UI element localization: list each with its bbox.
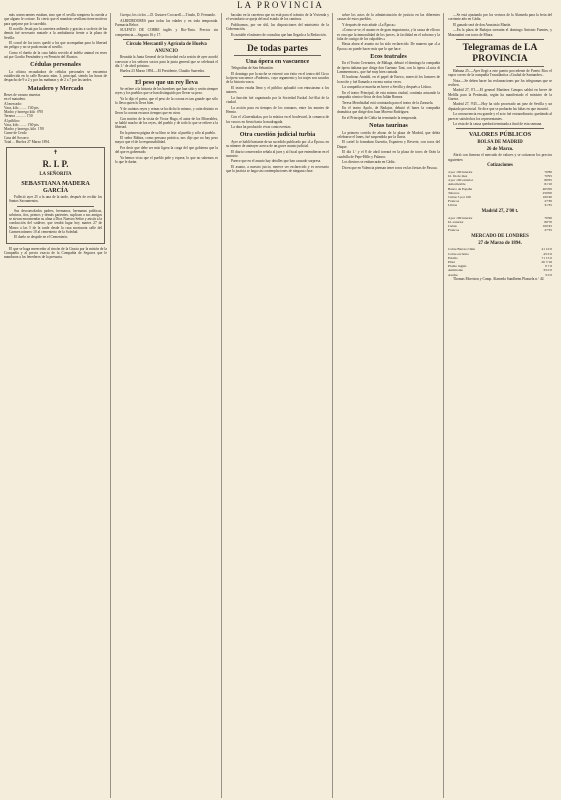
paragraph: Ya hemos visto que el pueblo pide y espera; lo que no sabemos es lo que le darán. [115, 155, 218, 164]
table-cell-value: 70'95 [544, 174, 552, 179]
paragraph: La compañía se marcha en breve a Sevilla y después a Lisboa. [342, 85, 432, 90]
obituary-sub: LA SEÑORITA [39, 172, 72, 178]
paragraph: Falleció ayer 25 a la una de la tarde, después de recibir los Santos Sacramentos. [9, 195, 102, 204]
column-5 [448, 13, 555, 798]
table-cell-label: Estaño [448, 255, 458, 260]
paragraph: Telegrafían de San Sebastián: [231, 66, 274, 71]
paragraph: Se refiere a la historia de los hombres que han sido y serán siempre reyes y los pueblos que se han distinguido por llevar su peso. [115, 87, 218, 96]
paragraph: Hasta ahora el asunto no ha sido esclarecido. De manera que «La Época» no puede hacer más que lo que hace. [337, 42, 440, 51]
table-cell-label: Antimonio [448, 268, 464, 273]
table-row [448, 203, 552, 207]
paragraph: Madrid 27, 9'45.—Hoy ha sido procesado un juez de Sevilla y un diputado provincial. Se dice que se probarán las faltas en que incurrió. [448, 102, 552, 111]
table-cell-value: 27'35 [544, 228, 552, 233]
table-cell-value: 27'30 [544, 199, 552, 204]
masthead-title: LA PROVINCIA [237, 0, 324, 10]
paragraph: Sus desconsolados padres, hermanos, hermanas políticas, sobrinos, tíos, primos y demás parientes, suplican a sus amigos se sirvan encomendar su alma a Dios Nuestro Señor y asistir a la conducción del cadáver, que tendrá lugar hoy martes 27 de Marzo a las 5 de la tarde desde la casa mortuoria calle del Carmen número 10 al cementerio de la Soledad. [9, 208, 103, 234]
divider [17, 206, 94, 207]
paragraph: ALREDEDORES para todas las edades y en toda temporada. Farmacia Rebor. [115, 18, 218, 27]
masthead [0, 0, 561, 10]
table-cell-value: 31'35 [544, 203, 552, 208]
heading-ecos: Ecos teatrales [370, 52, 407, 60]
heading-mercado: MERCADO DE LONDRES [471, 233, 529, 239]
table-cell-label: Id. fin de mes [448, 174, 468, 179]
column-3 [226, 13, 333, 798]
table-cell-value: 33 0 0 [543, 268, 552, 273]
table-cell-value: 100'45 [542, 224, 552, 229]
paragraph: El novillo Jesuit por la carretera ardiendo y gracias a su decir de las demás fué necesario matarle a la ambulancia frente a la plaza de Sevilla. [4, 27, 107, 40]
paragraph: Parece que en el asunto hay detalles que han causado sorpresa. [231, 159, 322, 164]
paragraph: En el Principal de Cádiz ha terminado la temporada. [342, 115, 418, 120]
paragraph: Madrid 27, 8'1.—El general Martínez Campos saldrá en breve de Melilla para la Península, según ha manifestado el ministro de la Guerra. [448, 88, 552, 101]
table-cell-label: Cubas 5 por 100 [448, 195, 472, 200]
table-cell-value: 71 15 0 [541, 255, 552, 260]
divider [234, 39, 321, 40]
table-cell-value: 80'65 [544, 178, 552, 183]
paragraph: más consecuentes estaban, sino que el sevilla rompiera la cuerda a que alguno le cortase. Es cierto que el mandato sevillano tiene motivos para quejarse por lo sucedido. [4, 13, 107, 26]
footer-note: Thomas Morrison y Comp. Alameda Sundheim Plazuela n.º 44 [453, 276, 544, 281]
heading-opera: Una ópera en vascuence [245, 57, 310, 65]
paragraph: Y de cuántos reyes y reinas se ha dicho lo mismo, y cuán distinto es llevar la corona en unos tiempos que en otros. [115, 106, 218, 115]
paragraph: El diario conservador señala al juez y al fiscal que entendieron en el sumario. [226, 149, 329, 158]
bolsa-table-2 [448, 216, 552, 233]
paragraph: La oficina recaudadora de cédulas personales se encuentra establecida en la calle Rosario núm. 3, principal, siendo las horas de despacho de 9 a 2 y por las mañanas y de 2 a 7 por las tardes. [4, 69, 107, 83]
heading-todas-partes: De todas partes [247, 42, 308, 53]
paragraph: Y después de esto añade «La Época»: [342, 22, 397, 27]
heading-anuncio: ANUNCIO [155, 48, 178, 54]
heading-bolsa-2: Madrid 27, 2'00 t. [481, 209, 519, 215]
paragraph: Con motivo de la visita de Victor Hugo, el autor de los Miserables, se habló mucho de los reyes, del pueblo y de todo lo que se refiere a la libertad. [115, 116, 218, 130]
divider [456, 39, 544, 40]
divider [234, 55, 321, 56]
paragraph: Huelva 23 Marzo 1894.—El Presidente, Claudio Saavedra. [120, 69, 205, 74]
column-4 [337, 13, 444, 798]
table-cell-value: 26 7/16 [541, 260, 552, 265]
paragraph: Dicen que en Valencia piensan tener toros en las fiestas de Pascua. [342, 165, 438, 170]
table-cell-value: 70'80 [544, 169, 552, 174]
table-cell-label: Francos [448, 228, 460, 233]
table-cell-value: 81'10 [544, 182, 552, 187]
paragraph: La vista de la causa quedará terminada a final de esta semana. [453, 122, 543, 127]
table-cell-value: 405'00 [542, 186, 552, 191]
paragraph: Ayer se habló bastante de un sucedido publicado por «La Época» en su número de anteayer acerca de un grave asunto judicial. [226, 139, 329, 149]
paragraph: Nota.—Se deben hacer las reclamaciones por los telegramas que se reciben. [448, 78, 552, 87]
heading-circulo: Círculo Mercantil y Agrícola de Huelva [126, 41, 207, 47]
paragraph: —En la plaza de Badajoz torearán el domingo Antonio Fuentes, y Mazzantini con toros de Miura. [448, 28, 552, 37]
paragraph: «Como se ve, el asunto es de gran importancia, y la causa de ello no es otra que la inmoralidad de los jueces, la facilidad en el soborno y la falta de castigo de los culpables.» [337, 28, 440, 41]
heading-matadero: Matadero y Mercado [27, 84, 84, 92]
paragraph: El ganado será de don Anastasio Martín. [453, 22, 512, 27]
paragraph: La primera corrida de abono de la plaza de Madrid, que debía celebrarse el lunes, fué suspendida por la lluvia. [337, 130, 440, 139]
table-cell-label: Francos [448, 199, 460, 204]
paragraph: Teresa Mendizábal está contratada para el teatro de la Zarzuela. [342, 100, 434, 105]
table-cell-label: 4 por 100 interior [448, 215, 473, 220]
paragraph: El señor Rúbira, como persona práctica, nos dijo que no hay peso mayor que el de la responsabilidad. [115, 136, 218, 145]
column-1 [4, 13, 111, 798]
paragraph: El corral de los toros quedó a los que acompañan para la libertad sin peligro y no se pudo matar al novillo. [4, 41, 107, 50]
column-2 [115, 13, 222, 798]
table-cell-label: Plata [448, 260, 455, 265]
table-cell-label: Tabacos [448, 190, 460, 195]
table-cell-value: 9 7 6 [545, 264, 552, 269]
heading-telegramas: Telegramas de LA PROVINCIA [462, 41, 538, 64]
paragraph: En el teatro Apolo, de Badajoz, debutó el lunes la compañía dramática que dirige don Juan Moreno Rodríguez. [337, 106, 440, 115]
paragraph: La concurrencia era grande y el acto fué extraordinario, quedando al parecer satisfechos los representantes. [448, 112, 552, 121]
table-cell-label: 4 por 100 exterior [448, 178, 474, 183]
table-cell-value: 100'40 [542, 195, 552, 200]
table-cell-value: 3 0 0 [545, 272, 552, 277]
divider [456, 66, 544, 67]
columns [4, 13, 557, 798]
paragraph: bacalao en la carretera que no está para el tránsito de la Vivienda y el vecindario se queja del mal estado de los caminos. [226, 13, 329, 22]
paragraph: —Se está ajustando por los vecinos de la Alameda para la feria del corriente año en Cádiz. [448, 13, 552, 22]
paragraph: El que se haga merecedor al rincón de la Gracia por la misión de la Compañía y al precio exacto de la Compañía de Seguros que le mandaron a los herederos de la presunta. [4, 246, 107, 260]
table-cell-label: Cobre en bruto [448, 251, 469, 256]
table-cell-label: Amortizable [448, 182, 466, 187]
paragraph: El domingo por la noche se estrenó con éxito en el teatro del Circo la ópera vascuence «Pudente», cuyo argumento y los trajes son sacados de la historia vasca. [226, 71, 329, 85]
table-cell-label: Azufre [448, 272, 458, 277]
table-row [448, 228, 552, 232]
table-cell-value: 41 10 0 [541, 247, 552, 252]
paragraph: Publicamos, por ser útil, las disposiciones del ministerio de la Gobernación. [226, 22, 329, 32]
table-cell-label: Cobre Barras Chile [448, 247, 476, 252]
paragraph: Ya lo dijo el poeta, que el peso de la corona es tan grande que sólo lo lleva quien lo lleva bien. [115, 96, 218, 106]
paragraph: El duelo se despide en el Cementerio. [14, 235, 69, 240]
bolsa-date: 26 de Marzo. [486, 146, 514, 152]
heading-bolsa: BOLSA DE MADRID [477, 139, 523, 145]
paragraph: La función fué organizada por la Sociedad Euskal Jai-Alai de la ciudad. [226, 95, 329, 104]
divider [456, 128, 544, 129]
paragraph: Es notable el número de consultas que han llegado a la Redacción. [231, 32, 327, 37]
paragraph: En la primera página de su libro se leía: al pueblo y sólo al pueblo. [120, 130, 216, 135]
paragraph: Abrió con firmeza el mercado de valores y se cotizaron los precios siguientes: [448, 153, 552, 162]
obituary-name: SEBASTIANA MADERA GARCÍA [21, 179, 90, 194]
paragraph: Cuerpo, los ciclos —D. Gustave Coccarell.—Tirado, D. Fernando. [120, 13, 216, 17]
table-cell-label: Cubas [448, 224, 457, 229]
paragraph: El día 1.º y el 8 de abril toreará en la plaza de toros de Orán la cuadrilla de Pepe-Hillo y Palanco. [337, 150, 440, 159]
paragraph: La acción pasa en tiempos de los romanos, entre los montes de Hernio. [226, 105, 329, 114]
cross-icon: ✝ [52, 150, 59, 157]
bolsa-table [448, 170, 552, 208]
heading-cuestion: Otra cuestión judicial turbia [239, 131, 316, 139]
table-cell-label: Plomo inglés [448, 264, 467, 269]
table-cell-label: Banco de España [448, 186, 473, 191]
mercado-table [448, 247, 552, 276]
paragraph: sobre los actos de la administración de justicia en las diferentes causas de estos pueblos. [337, 13, 440, 22]
table-cell-value: 80'70 [544, 219, 552, 224]
matadero-prices: Reses de vacuno muertas en el matadero. Al mercado: Vaca, kilo ........ 1'40 pts. Macho y borrego kilo 0'95 Ternera ........... 1'50 Al público: Vaca, kilo ........ 1'60 pts. Macho y borrego, kilo 1'00 Carne de Cerdo Casa del Socorro Total ... Huelva 27 Marzo 1894. [4, 93, 50, 144]
paragraph: En el teatro Principal, de esta misma ciudad, continúa actuando la compañía cómico-lírica de don Julián Romea. [337, 90, 440, 100]
paragraph: En el Teatro Cervantes, de Málaga, debutó el domingo la compañía de ópera italiana que dirige don Gaetano Tani, con la ópera «Lucia di Lammermoor», que fué muy bien cantada. [337, 61, 440, 74]
table-cell-value: 70'90 [544, 215, 552, 220]
mercado-date: 27 de Marzo de 1894. [478, 240, 522, 246]
heading-notas: Notas taurinas [369, 122, 408, 130]
paragraph: Con el «Guernikako» por la música en el boulevard, la comarca de los vascos en fiesta hasta la madrugada. [226, 115, 329, 124]
paragraph: El cartel lo formaban Guerrita, Espartero y Reverte, con toros del Duque. [337, 140, 440, 149]
table-cell-label: Libras [448, 203, 457, 208]
paragraph: El asunto, a nuestro juicio, merece ser esclarecido y es necesario que la justicia se haga sin contemplaciones de ninguna clase. [226, 165, 329, 174]
paragraph: Los diestros se embarcarán en Cádiz. [342, 160, 396, 165]
table-cell-value: 43 0 0 [543, 251, 552, 256]
paragraph: La obra ha producido vivas controversias. [231, 125, 292, 130]
paragraph: Reunida la Junta General de la Sociedad en la sesión de ayer acordó convocar a los señores socios para la junta general que se celebrará el día 1.º de abril próximo. [115, 55, 218, 68]
divider [123, 39, 210, 40]
divider [123, 76, 210, 77]
paragraph: SULFATO DE COBRE inglés y Rio-Tinto. Precios sin competencia.—Sagasta 16 y 17. [115, 28, 218, 37]
table-cell-label: Id. exterior [448, 219, 464, 224]
heading-peso: El peso que un rey lleva [135, 78, 198, 86]
table-cell-label: 4 por 100 interior [448, 169, 473, 174]
paragraph: Habana 25.—Ayer llegó a este puerto procedente de Puerto Rico el vapor correo de la compañía Trasatlántica «Ciudad de Santander». [448, 68, 552, 78]
heading-valores: VALORES PÚBLICOS [468, 131, 532, 139]
rip-title: R. I. P. [42, 159, 69, 170]
paragraph: Como el dueño de la casa había servido al infeliz animal en reses así por Gordio Fernández y en Pensión del Abastos. [4, 50, 107, 60]
paragraph: Por decir que debe ser más ligera la carga del que gobierna que la del que es gobernado. [115, 145, 218, 155]
obituary-box [6, 147, 105, 244]
paragraph: El teatro estaba lleno y el público aplaudió con entusiasmo a los autores. [226, 85, 329, 95]
paragraph: El barítono Arnaldi, en el papel de Enrico, mereció los honores de la noche y fué llamado a escena varias veces. [337, 75, 440, 84]
heading-cedulas: Cédulas personales [30, 61, 81, 69]
table-cell-value: 250'00 [542, 190, 552, 195]
table-heading: Cotizaciones [487, 163, 513, 169]
